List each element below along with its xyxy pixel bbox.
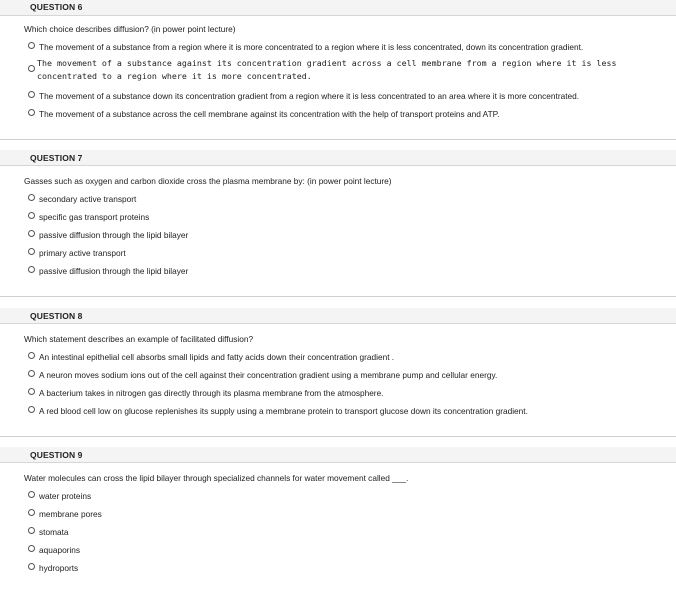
question-8-option-1[interactable] [28,351,394,362]
question-7-option-4[interactable] [28,247,126,258]
question-7-header [0,150,676,166]
question-7-option-5[interactable] [28,265,188,276]
question-6-option-4[interactable] [28,108,499,119]
question-9-option-5[interactable] [28,562,78,573]
divider [0,139,676,140]
radio-button[interactable] [28,194,35,201]
question-6-prompt: Which choice describes diffusion? (in power point lecture) [24,24,236,34]
option-label: primary active transport [39,247,126,258]
option-label: A red blood cell low on glucose replenishes its supply using a membrane protein to transport glucose down its concentration gradient. [39,405,528,416]
radio-button[interactable] [28,266,35,273]
question-6-header [0,0,676,16]
option-label: secondary active transport [39,193,137,204]
question-7-option-2[interactable] [28,211,149,222]
option-label: The movement of a substance across the cell membrane against its concentration with the help of transport proteins and ATP. [39,108,500,119]
radio-button[interactable] [28,545,35,552]
question-6-option-1[interactable] [28,41,583,52]
question-9-option-4[interactable] [28,544,80,555]
option-label: passive diffusion through the lipid bilayer [39,229,189,240]
option-label: A bacterium takes in nitrogen gas directly through its plasma membrane from the atmosphere. [39,387,384,398]
question-7-option-1[interactable] [28,193,136,204]
radio-button[interactable] [28,352,35,359]
question-7-prompt: Gasses such as oxygen and carbon dioxide cross the plasma membrane by: (in power point lecture) [24,176,392,186]
radio-button[interactable] [28,406,35,413]
question-6-title: QUESTION 6 [30,2,83,12]
option-label: The movement of a substance down its concentration gradient from a region where it is less concentrated to an area where it is more concentrated. [39,90,580,101]
option-label: An intestinal epithelial cell absorbs small lipids and fatty acids down their concentration gradient . [39,351,395,362]
option-label: hydroports [39,562,79,573]
radio-button[interactable] [28,491,35,498]
question-8-header [0,308,676,324]
question-8-option-3[interactable] [28,387,384,398]
divider [0,296,676,297]
option-label: aquaporins [39,544,81,555]
question-7-option-3[interactable] [28,229,188,240]
option-label: A neuron moves sodium ions out of the cell against their concentration gradient using a membrane pump and cellular energy. [39,369,498,380]
radio-button[interactable] [28,42,35,49]
radio-button[interactable] [28,109,35,116]
question-6-option-3[interactable] [28,90,579,101]
question-8-title: QUESTION 8 [30,311,83,321]
question-8-prompt: Which statement describes an example of facilitated diffusion? [24,334,254,344]
question-9-title: QUESTION 9 [30,450,83,460]
question-7-title: QUESTION 7 [30,153,83,163]
option-label: water proteins [39,490,92,501]
question-9-option-2[interactable] [28,508,102,519]
radio-button[interactable] [28,65,35,72]
radio-button[interactable] [28,230,35,237]
radio-button[interactable] [28,91,35,98]
option-label: specific gas transport proteins [39,211,150,222]
radio-button[interactable] [28,527,35,534]
radio-button[interactable] [28,212,35,219]
question-8-option-4[interactable] [28,405,528,416]
option-label: The movement of a substance from a region where it is more concentrated to a region where it is less concentrated, down its concentration gradient. [39,41,584,52]
question-9-header [0,447,676,463]
option-label: stomata [39,526,69,537]
radio-button[interactable] [28,370,35,377]
option-label: The movement of a substance against its concentration gradient across a cell membrane from a region where it is less concentrated to a region where it is more concentrated. [37,58,617,81]
option-label: passive diffusion through the lipid bilayer [39,265,189,276]
question-8-option-2[interactable] [28,369,497,380]
radio-button[interactable] [28,248,35,255]
option-label: membrane pores [39,508,102,519]
question-9-prompt: Water molecules can cross the lipid bilayer through specialized channels for water movement called ___. [24,473,409,483]
question-9-option-3[interactable] [28,526,69,537]
radio-button[interactable] [28,563,35,570]
divider [0,436,676,437]
radio-button[interactable] [28,388,35,395]
radio-button[interactable] [28,509,35,516]
question-9-option-1[interactable] [28,490,91,501]
